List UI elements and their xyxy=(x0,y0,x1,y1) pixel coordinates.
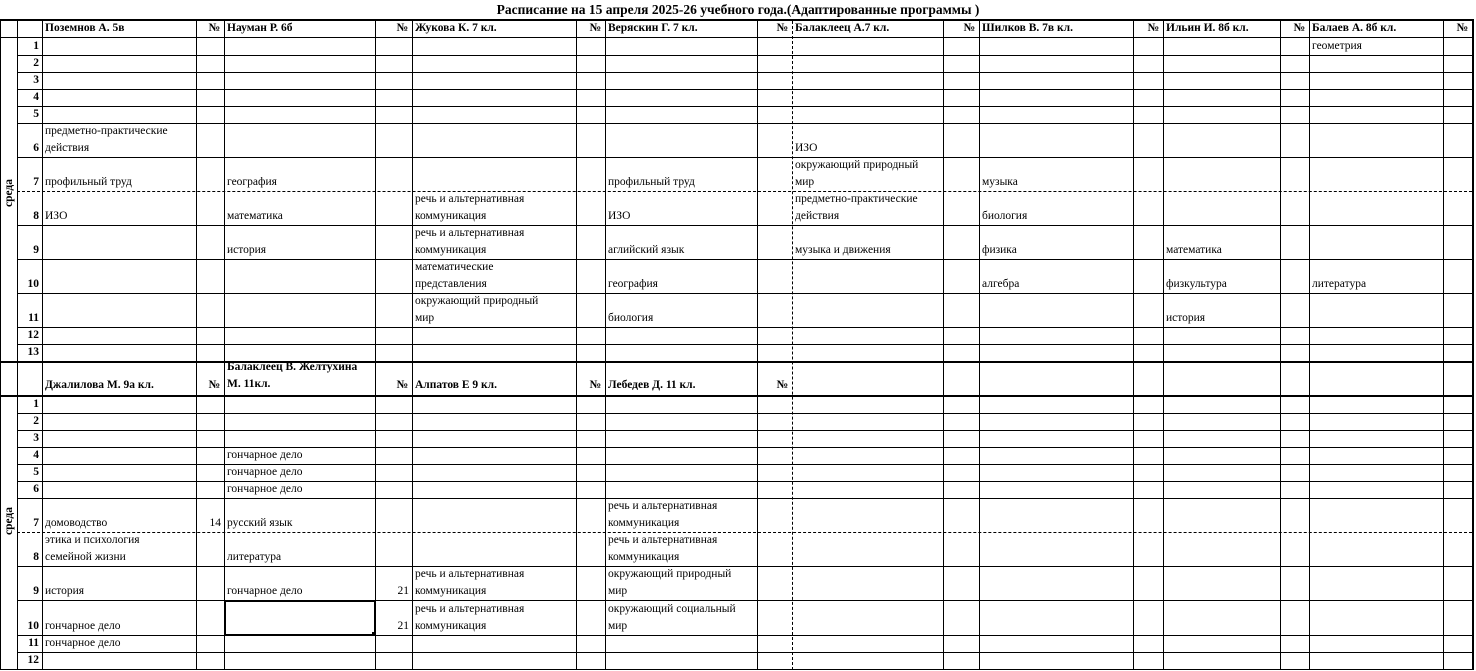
schedule-cell[interactable] xyxy=(227,549,281,566)
number-column-header: № xyxy=(776,22,788,34)
column-header xyxy=(227,359,357,393)
column-header: Ильин И. 8б кл. xyxy=(1166,22,1249,34)
schedule-cell[interactable] xyxy=(227,447,302,464)
grid-line xyxy=(17,566,1472,567)
cell-text: биология xyxy=(982,210,1028,222)
room-number[interactable]: 21 xyxy=(397,585,409,597)
grid-line xyxy=(17,157,1472,158)
day-label: среда xyxy=(3,178,15,208)
lesson-number: 5 xyxy=(33,466,39,478)
schedule-cell[interactable] xyxy=(415,259,493,293)
number-column-header: № xyxy=(776,379,788,391)
cell-text: окружающий социальный xyxy=(608,603,736,615)
cell-text: речь и альтернативная xyxy=(415,603,525,615)
grid-line xyxy=(17,652,1472,653)
schedule-cell[interactable] xyxy=(608,566,731,600)
cell-text: биология xyxy=(608,312,654,324)
grid-line xyxy=(792,21,793,670)
column-header-line: Балаклеец В. Желтухина xyxy=(227,361,358,373)
schedule-cell[interactable] xyxy=(227,583,302,600)
lesson-number: 1 xyxy=(33,398,39,410)
cell-text: коммуникация xyxy=(415,244,487,256)
schedule-cell[interactable] xyxy=(227,174,277,191)
number-column-header: № xyxy=(1147,22,1159,34)
grid-line xyxy=(17,430,1472,431)
schedule-cell[interactable] xyxy=(608,601,736,635)
number-column-header: № xyxy=(589,379,601,391)
schedule-cell[interactable] xyxy=(415,293,538,327)
schedule-cell[interactable] xyxy=(45,123,168,157)
grid-line xyxy=(17,344,1472,345)
page-title: Расписание на 15 апреля 2025-26 учебного года.(Адаптированные программы ) xyxy=(496,2,980,17)
lesson-number: 9 xyxy=(33,244,39,256)
cell-text: история xyxy=(227,244,267,256)
column-header: Джалилова М. 9а кл. xyxy=(45,379,154,391)
cell-text: аглийский язык xyxy=(608,244,685,256)
grid-line xyxy=(605,21,606,669)
room-number[interactable]: 21 xyxy=(397,620,409,632)
cell-text: мир xyxy=(795,176,815,188)
schedule-cell[interactable] xyxy=(1312,276,1366,293)
grid-line xyxy=(0,19,1,670)
column-header: Лебедев Д. 11 кл. xyxy=(608,379,696,391)
cell-text: коммуникация xyxy=(415,210,487,222)
cell-text: история xyxy=(1166,312,1206,324)
lesson-number: 11 xyxy=(28,312,39,324)
schedule-cell[interactable] xyxy=(45,174,132,191)
lesson-number: 6 xyxy=(33,142,39,154)
grid-line xyxy=(1473,19,1474,670)
grid-line xyxy=(412,21,413,669)
grid-line xyxy=(224,21,225,669)
schedule-cell[interactable] xyxy=(415,566,524,600)
schedule-cell[interactable] xyxy=(982,208,1027,225)
cell-text: коммуникация xyxy=(415,620,487,632)
cell-text: домоводство xyxy=(45,517,108,529)
cell-text: гончарное дело xyxy=(227,585,303,597)
lesson-number: 10 xyxy=(27,620,39,632)
cell-text: этика и психология xyxy=(45,534,140,546)
schedule-cell[interactable] xyxy=(982,174,1018,191)
lesson-number: 3 xyxy=(33,74,39,86)
grid-line xyxy=(1309,21,1310,669)
schedule-cell[interactable] xyxy=(608,498,717,532)
schedule-cell[interactable] xyxy=(415,191,524,225)
cell-text: литература xyxy=(227,551,282,563)
cell-text: ИЗО xyxy=(608,210,631,222)
schedule-cell[interactable] xyxy=(795,140,817,157)
lesson-number: 12 xyxy=(27,654,39,666)
cell-text: география xyxy=(227,176,277,188)
column-header: Балаев А. 8б кл. xyxy=(1312,22,1397,34)
column-header: Поземнов А. 5в xyxy=(45,22,125,34)
lesson-number: 7 xyxy=(33,176,39,188)
cell-text: коммуникация xyxy=(608,517,680,529)
cell-text: семейной жизни xyxy=(45,551,126,563)
column-header-line: М. 11кл. xyxy=(227,378,271,390)
cell-text: литература xyxy=(1312,278,1367,290)
number-column-header: № xyxy=(1293,22,1305,34)
grid-line xyxy=(17,72,1472,73)
grid-line xyxy=(17,89,1472,90)
grid-line xyxy=(943,21,944,669)
grid-line xyxy=(1280,21,1281,669)
schedule-cell[interactable] xyxy=(608,242,684,259)
fill-handle[interactable] xyxy=(372,632,376,636)
cell-text: гончарное дело xyxy=(227,449,303,461)
cell-text: речь и альтернативная xyxy=(608,534,718,546)
lesson-number: 4 xyxy=(33,91,39,103)
column-header: Шилков В. 7в кл. xyxy=(982,22,1073,34)
cell-text: гончарное дело xyxy=(45,620,121,632)
grid-line xyxy=(196,21,197,669)
schedule-cell[interactable] xyxy=(1166,242,1222,259)
grid-line xyxy=(17,259,1472,260)
grid-line xyxy=(17,413,1472,414)
schedule-cell[interactable] xyxy=(227,515,292,532)
lesson-number: 4 xyxy=(33,449,39,461)
cell-text: коммуникация xyxy=(608,551,680,563)
column-header: Веряскин Г. 7 кл. xyxy=(608,22,698,34)
column-header: Балаклеец А.7 кл. xyxy=(795,22,890,34)
cell-text: русский язык xyxy=(227,517,293,529)
day-label: среда xyxy=(3,506,15,536)
schedule-cell[interactable] xyxy=(45,635,120,652)
cell-text: математика xyxy=(227,210,283,222)
number-column-header: № xyxy=(208,379,220,391)
cell-text: история xyxy=(45,585,85,597)
grid-line xyxy=(17,293,1472,294)
grid-line xyxy=(1163,21,1164,669)
grid-line xyxy=(576,21,577,669)
schedule-cell[interactable] xyxy=(982,276,1019,293)
grid-line xyxy=(979,21,980,669)
lesson-number: 13 xyxy=(27,346,39,358)
grid-line xyxy=(0,20,1472,21)
lesson-number: 6 xyxy=(33,483,39,495)
selected-cell[interactable] xyxy=(224,600,376,636)
lesson-number: 2 xyxy=(33,57,39,69)
lesson-number: 3 xyxy=(33,432,39,444)
number-column-header: № xyxy=(396,22,408,34)
schedule-cell[interactable] xyxy=(608,310,653,327)
cell-text: геометрия xyxy=(1312,40,1362,52)
cell-text: музыка и движения xyxy=(795,244,891,256)
cell-text: музыка xyxy=(982,176,1018,188)
grid-line xyxy=(0,37,1472,38)
schedule-cell[interactable] xyxy=(1312,38,1362,55)
lesson-number: 11 xyxy=(28,637,39,649)
cell-text: действия xyxy=(795,210,840,222)
grid-line xyxy=(17,55,1472,56)
cell-text: предметно-практические xyxy=(795,193,918,205)
cell-text: мир xyxy=(608,585,628,597)
cell-text: действия xyxy=(45,142,90,154)
cell-text: география xyxy=(608,278,658,290)
cell-text: мир xyxy=(415,312,435,324)
cell-text: представления xyxy=(415,278,487,290)
schedule-cell[interactable] xyxy=(415,601,524,635)
cell-text: речь и альтернативная xyxy=(415,568,525,580)
schedule-cell[interactable] xyxy=(982,242,1017,259)
lesson-number: 10 xyxy=(27,278,39,290)
lesson-number: 8 xyxy=(33,210,39,222)
schedule-cell[interactable] xyxy=(45,208,67,225)
lesson-number: 12 xyxy=(27,329,39,341)
cell-text: физика xyxy=(982,244,1017,256)
lesson-number: 2 xyxy=(33,415,39,427)
schedule-cell[interactable] xyxy=(608,174,695,191)
schedule-cell[interactable] xyxy=(227,481,302,498)
grid-line xyxy=(17,123,1472,124)
cell-text: речь и альтернативная xyxy=(415,193,525,205)
cell-text: мир xyxy=(608,620,628,632)
grid-line xyxy=(17,225,1472,226)
cell-text: профильный труд xyxy=(45,176,132,188)
grid-line xyxy=(757,21,758,669)
grid-line xyxy=(17,106,1472,107)
schedule-cell[interactable] xyxy=(415,225,524,259)
schedule-cell[interactable] xyxy=(227,464,302,481)
schedule-cell[interactable] xyxy=(45,515,107,532)
schedule-cell[interactable] xyxy=(1166,276,1227,293)
schedule-cell[interactable] xyxy=(1166,310,1205,327)
lesson-number: 7 xyxy=(33,517,39,529)
grid-line xyxy=(42,21,43,669)
schedule-cell[interactable] xyxy=(795,157,918,191)
grid-line xyxy=(375,21,376,669)
number-column-header: № xyxy=(208,22,220,34)
cell-text: окружающий природный xyxy=(415,295,539,307)
number-column-header: № xyxy=(963,22,975,34)
schedule-cell[interactable] xyxy=(227,208,283,225)
cell-text: речь и альтернативная xyxy=(608,500,718,512)
cell-text: алгебра xyxy=(982,278,1020,290)
number-column-header: № xyxy=(1456,22,1468,34)
schedule-cell[interactable] xyxy=(45,532,140,566)
column-header: Алпатов Е 9 кл. xyxy=(415,379,498,391)
grid-line xyxy=(17,327,1472,328)
number-column-header: № xyxy=(396,379,408,391)
cell-text: гончарное дело xyxy=(45,637,121,649)
cell-text: предметно-практические xyxy=(45,125,168,137)
schedule-cell[interactable] xyxy=(608,208,630,225)
number-column-header: № xyxy=(589,22,601,34)
cell-text: гончарное дело xyxy=(227,483,303,495)
cell-text: профильный труд xyxy=(608,176,695,188)
cell-text: ИЗО xyxy=(795,142,818,154)
cell-text: физкультура xyxy=(1166,278,1227,290)
column-header: Науман Р. 6б xyxy=(227,22,293,34)
lesson-number: 9 xyxy=(33,585,39,597)
room-number[interactable]: 14 xyxy=(209,517,221,529)
schedule-cell[interactable] xyxy=(227,242,266,259)
grid-line xyxy=(17,191,1472,192)
grid-line xyxy=(17,498,1472,499)
cell-text: коммуникация xyxy=(415,585,487,597)
grid-line xyxy=(0,362,1472,363)
cell-text: гончарное дело xyxy=(227,466,303,478)
cell-text: ИЗО xyxy=(45,210,68,222)
schedule-cell[interactable] xyxy=(608,532,717,566)
cell-text: окружающий природный xyxy=(795,159,919,171)
cell-text: окружающий природный xyxy=(608,568,732,580)
lesson-number: 5 xyxy=(33,108,39,120)
column-header: Жукова К. 7 кл. xyxy=(415,22,497,34)
schedule-cell[interactable] xyxy=(608,276,658,293)
grid-line xyxy=(1133,21,1134,669)
lesson-number: 8 xyxy=(33,551,39,563)
grid-line xyxy=(1443,21,1444,669)
cell-text: математические xyxy=(415,261,494,273)
schedule-cell[interactable] xyxy=(795,191,918,225)
grid-line xyxy=(0,669,1472,670)
grid-line xyxy=(17,532,1472,533)
lesson-number: 1 xyxy=(33,40,39,52)
schedule-cell[interactable] xyxy=(45,618,120,635)
schedule-cell[interactable] xyxy=(795,242,891,259)
schedule-cell[interactable] xyxy=(45,583,84,600)
grid-line xyxy=(0,396,1472,397)
cell-text: речь и альтернативная xyxy=(415,227,525,239)
cell-text: математика xyxy=(1166,244,1222,256)
